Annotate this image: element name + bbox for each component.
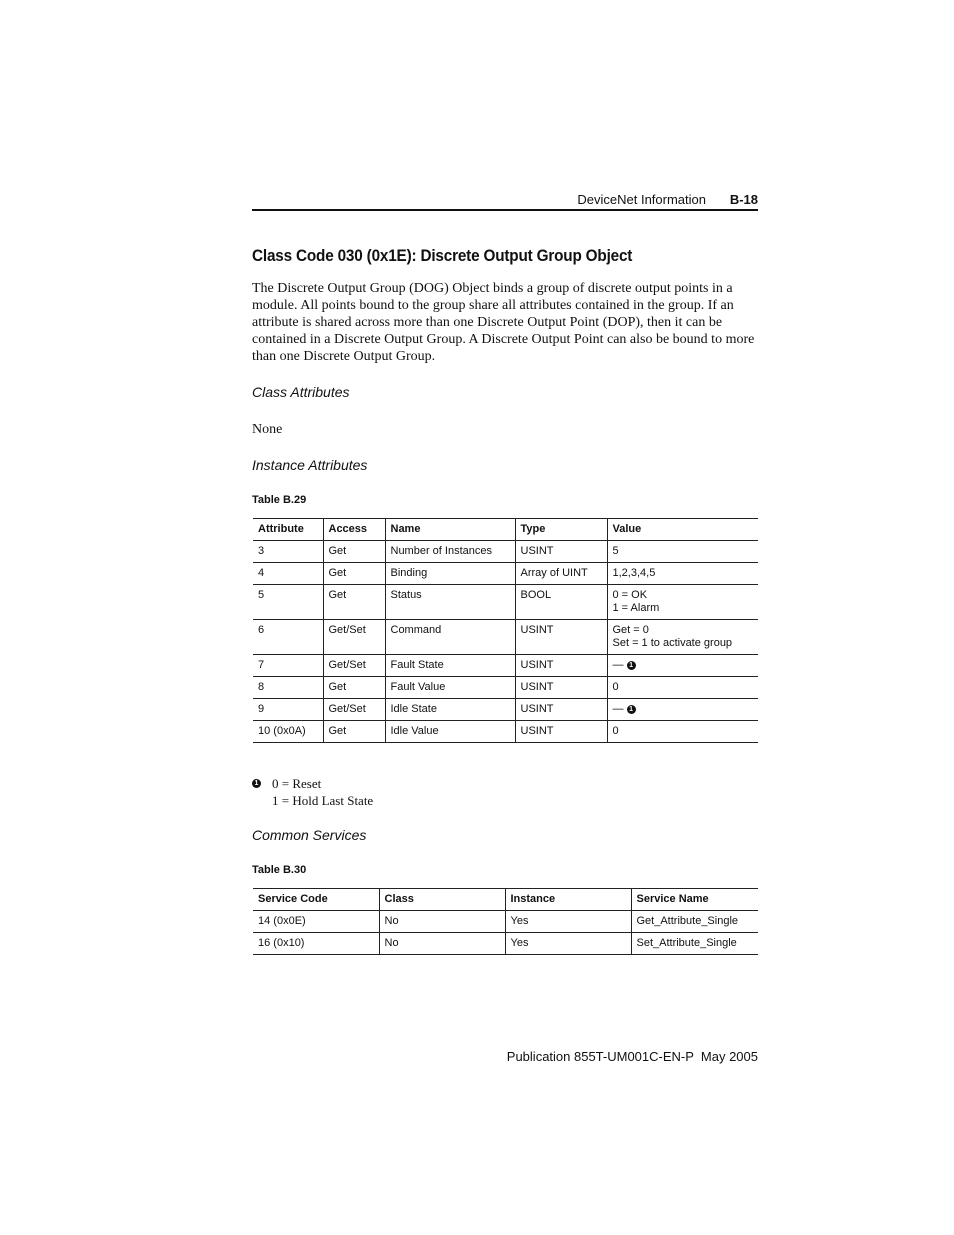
table-header-row [253,519,758,541]
table-row [253,911,758,933]
value-line: Get = 0 [612,624,649,636]
table-cell: Get/Set [323,655,385,677]
table-cell: Fault State [385,655,515,677]
table-b29-title: Table B.29 [252,494,307,506]
common-services-heading: Common Services [252,827,367,843]
table-row [253,721,758,743]
table-cell: Array of UINT [515,563,607,585]
table-cell [607,620,758,655]
table-b30-title: Table B.30 [252,864,307,876]
table-cell: Binding [385,563,515,585]
footnote-line: 0 = Reset [272,776,322,791]
table-cell: Get [323,563,385,585]
table-cell [607,655,758,677]
table-cell: Number of Instances [385,541,515,563]
column-header: Attribute [253,519,323,541]
table-row [253,933,758,955]
table-cell: 7 [253,655,323,677]
table-cell: 9 [253,699,323,721]
table-cell: Fault Value [385,677,515,699]
table-cell: USINT [515,677,607,699]
table-cell: Status [385,585,515,620]
table-cell: 0 [607,677,758,699]
table-cell: Yes [505,933,631,955]
table-cell: Yes [505,911,631,933]
table-cell: USINT [515,721,607,743]
table-cell: Get/Set [323,620,385,655]
class-attributes-value: None [252,422,283,437]
common-services-table [253,888,758,955]
table-cell: Get [323,585,385,620]
table-cell: 4 [253,563,323,585]
table-cell: USINT [515,655,607,677]
table-row [253,699,758,721]
table-cell: USINT [515,620,607,655]
table-cell: 5 [253,585,323,620]
table-cell: Get_Attribute_Single [631,911,758,933]
column-header: Name [385,519,515,541]
table-cell: Idle State [385,699,515,721]
footnote-line: 1 = Hold Last State [272,793,374,808]
column-header: Access [323,519,385,541]
table-cell: Idle Value [385,721,515,743]
table-cell: Get/Set [323,699,385,721]
value-dash: — [612,659,624,671]
table-cell: 8 [253,677,323,699]
footnote-marker-icon: 1 [627,705,636,714]
table-row [253,541,758,563]
table-cell: 5 [607,541,758,563]
table-cell: 14 (0x0E) [253,911,379,933]
table-cell: Get [323,677,385,699]
column-header: Service Code [253,889,379,911]
table-cell: 1,2,3,4,5 [607,563,758,585]
table-cell: USINT [515,699,607,721]
header-section-title: DeviceNet Information [577,192,706,207]
column-header: Service Name [631,889,758,911]
table-row [253,655,758,677]
value-dash: — [612,703,624,715]
table-cell: 0 [607,721,758,743]
page-number: B-18 [729,192,758,207]
section-title: Class Code 030 (0x1E): Discrete Output Group Object [252,246,633,265]
table-row [253,563,758,585]
column-header: Type [515,519,607,541]
value-line: Set = 1 to activate group [612,637,733,649]
header-rule [252,209,758,211]
table-cell: Get [323,721,385,743]
instance-attributes-heading: Instance Attributes [252,457,368,473]
table-row [253,677,758,699]
value-line: 0 = OK [612,589,648,601]
table-cell: Command [385,620,515,655]
intro-paragraph: The Discrete Output Group (DOG) Object binds a group of discrete output points in a module. All points bound to the group share all attributes contained in the group. If an attribute is shared across more than one Discrete Output Point (DOP), then it can be contained in a Discrete Output Group. A Discrete Output Point can also be bound to more than one Discrete Output Group. [252,281,755,364]
running-header [252,190,758,210]
table-cell: Get [323,541,385,563]
table-row [253,620,758,655]
table-cell: BOOL [515,585,607,620]
table-cell: Set_Attribute_Single [631,933,758,955]
table-header-row [253,889,758,911]
table-cell: USINT [515,541,607,563]
value-line: 1 = Alarm [612,602,660,614]
column-header: Instance [505,889,631,911]
table-cell: No [379,911,505,933]
table-cell: 16 (0x10) [253,933,379,955]
column-header: Value [607,519,758,541]
table-cell: 10 (0x0A) [253,721,323,743]
table-cell [607,585,758,620]
table-row [253,585,758,620]
footnote-marker-icon: 1 [252,779,261,788]
column-header: Class [379,889,505,911]
table-cell: 3 [253,541,323,563]
class-attributes-heading: Class Attributes [252,384,350,400]
table-cell [607,699,758,721]
publication-footer: Publication 855T-UM001C-EN-P May 2005 [506,1049,758,1064]
table-cell: No [379,933,505,955]
table-cell: 6 [253,620,323,655]
footnote-marker-icon: 1 [627,661,636,670]
instance-attributes-table [253,518,758,743]
